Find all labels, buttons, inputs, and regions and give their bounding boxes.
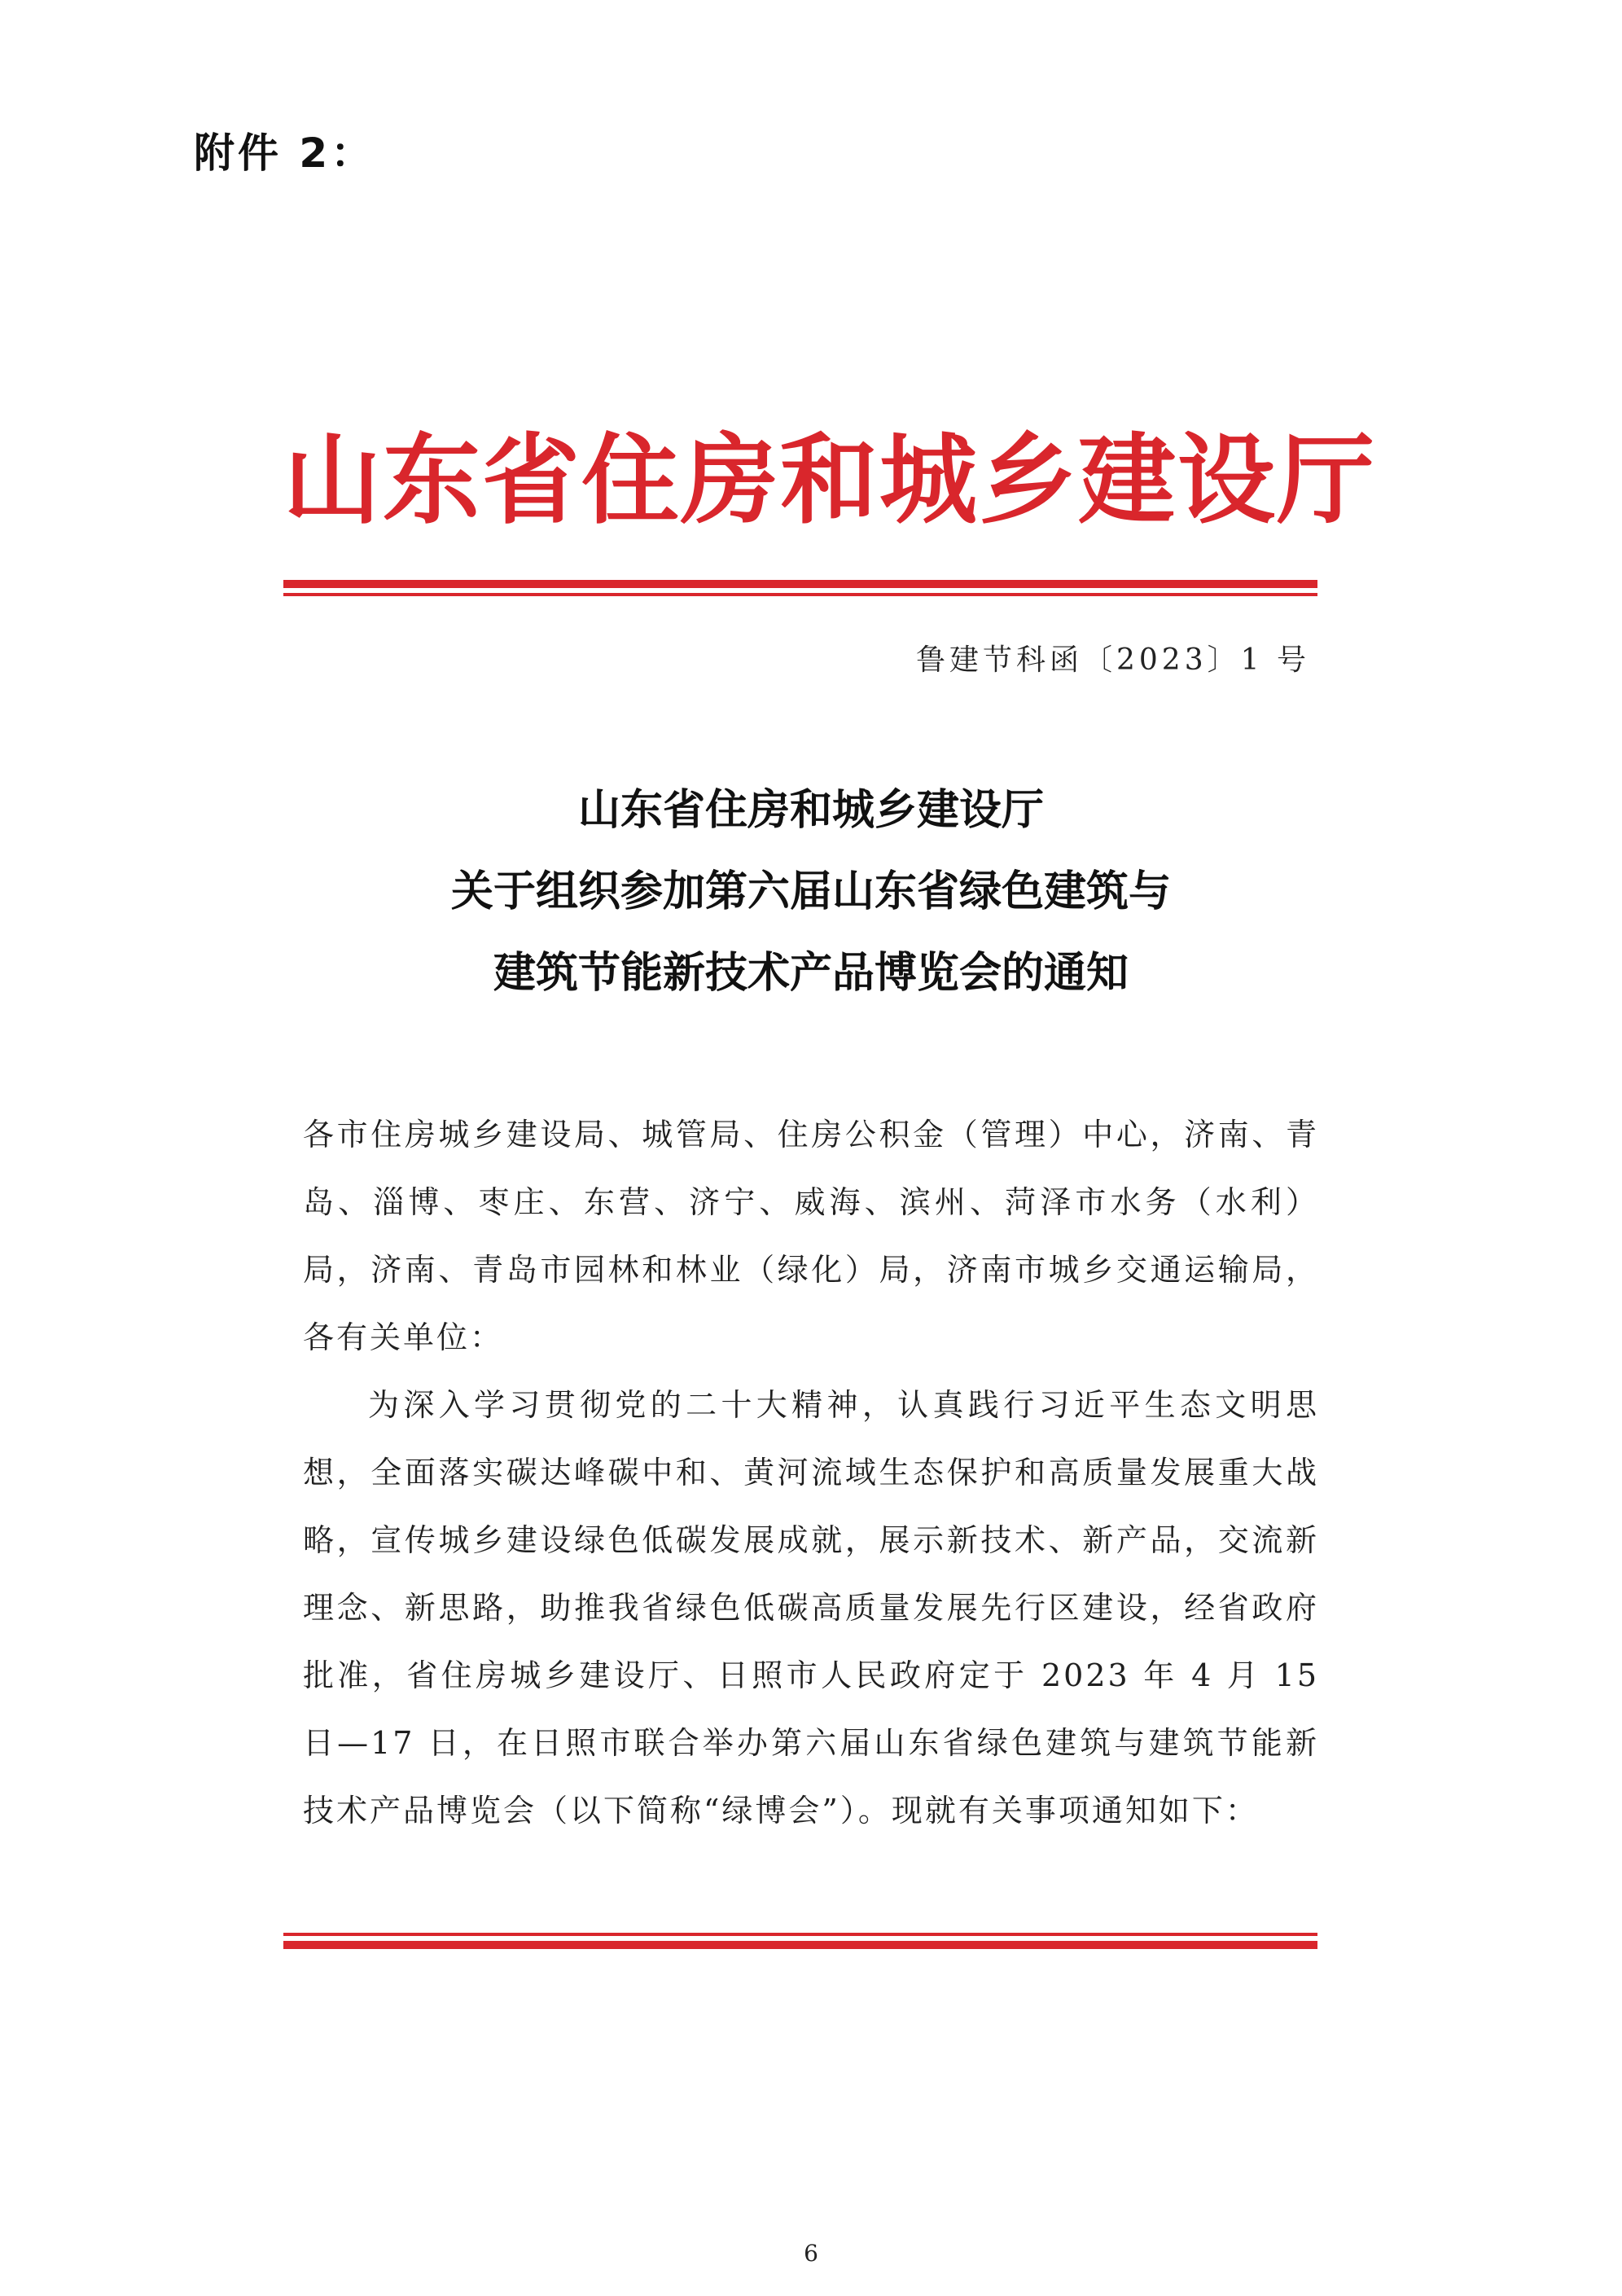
title-line-3: 建筑节能新技术产品博览会的通知	[493, 948, 1129, 998]
body-paragraph-1: 为深入学习贯彻党的二十大精神，认真践行习近平生态文明思想，全面落实碳达峰碳中和、黄河流域生态保护和高质量发展重大战略，宣传城乡建设绿色低碳发展成就，展示新技术、新产品，交流新理念、新思路，助推我省绿色低碳高质量发展先行区建设，经省政府批准，省住房城乡建设厅、日照市人民政府定于 2023 年 4 月 15 日—17 日，在日照市联合举办第六届山东省绿色建筑与建筑节能新技术产品博览会（以下简称“绿博会”）。现就有关事项通知如下：	[303, 1387, 1319, 1828]
masthead-title: 山东省住房和城乡建设厅	[283, 423, 1376, 538]
page-number: 6	[804, 2240, 818, 2267]
title-line-1: 山东省住房和城乡建设厅	[577, 785, 1044, 835]
masthead-divider	[283, 580, 1317, 596]
document-title	[0, 770, 1622, 1014]
salutation: 各市住房城乡建设局、城管局、住房公积金（管理）中心，济南、青岛、淄博、枣庄、东营、济宁、威海、滨州、菏泽市水务（水利）局，济南、青岛市园林和林业（绿化）局，济南市城乡交通运输局，各有关单位：	[303, 1117, 1319, 1355]
document-body	[303, 1101, 1319, 1845]
title-line-2: 关于组织参加第六届山东省绿色建筑与	[450, 867, 1171, 916]
footer-divider	[283, 1933, 1317, 1949]
attachment-label: 附件 2：	[194, 130, 375, 177]
document-number: 鲁建节科函〔2023〕1 号	[916, 643, 1310, 677]
